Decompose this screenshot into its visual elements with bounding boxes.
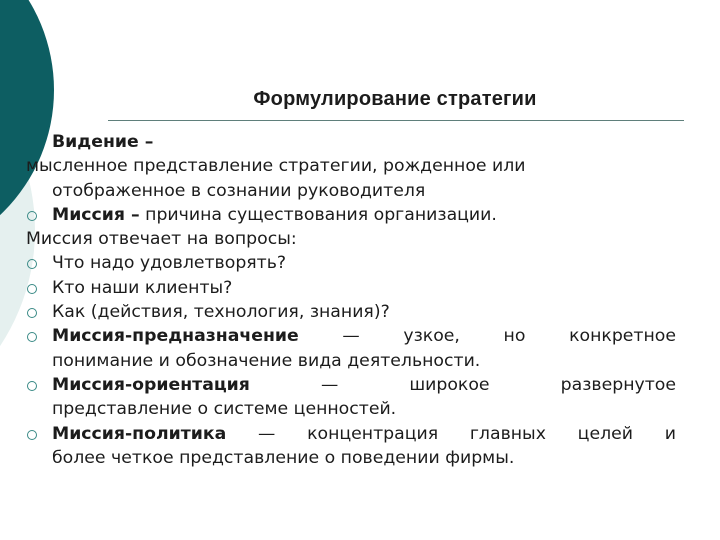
- list-item-mission: [26, 203, 676, 227]
- mission-label: Миссия –: [52, 204, 140, 225]
- vision-label: Видение –: [52, 132, 154, 152]
- vision-text-line2: отображенное в сознании руководителя: [52, 180, 426, 201]
- list-item-question: [26, 300, 676, 324]
- title-divider: [108, 120, 684, 121]
- bullet-icon: [27, 381, 37, 391]
- bullet-icon: [27, 430, 37, 440]
- vision-definition: [26, 154, 676, 203]
- list-item-mission-type: [26, 324, 676, 348]
- mission-type-desc-line2: представление о системе ценностей.: [52, 399, 397, 420]
- list-item-mission-type: [26, 422, 676, 446]
- vision-text-line1: мысленное представление стратегии, рожденное или: [26, 156, 526, 177]
- vision-heading: [26, 130, 676, 154]
- mission-type-desc-line2: более четкое представление о поведении фирмы.: [52, 447, 515, 468]
- bullet-icon: [27, 211, 37, 221]
- slide-body: [26, 130, 676, 470]
- list-item-mission-type: [26, 373, 676, 397]
- mission-type-label: Миссия-политика: [52, 423, 227, 444]
- mission-text: причина существования организации.: [145, 204, 497, 225]
- mission-type-desc-line1: — концентрация главных целей и: [258, 423, 676, 444]
- mission-type-desc-line2: понимание и обозначение вида деятельности.: [52, 350, 481, 371]
- bullet-icon: [27, 308, 37, 318]
- mission-answers-intro: Миссия отвечает на вопросы:: [26, 229, 297, 250]
- mission-type-desc-line1: — узкое, но конкретное: [342, 326, 676, 347]
- bullet-icon: [27, 259, 37, 269]
- mission-type-desc-line1: — широкое развернутое: [320, 374, 676, 395]
- bullet-icon: [27, 332, 37, 342]
- list-item-question: [26, 276, 676, 300]
- question-text: Как (действия, технология, знания)?: [52, 302, 390, 323]
- mission-type-label: Миссия-предназначение: [52, 326, 299, 347]
- question-text: Кто наши клиенты?: [52, 277, 233, 298]
- page-title: Формулирование стратегии: [253, 88, 537, 110]
- question-text: Что надо удовлетворять?: [52, 253, 287, 274]
- list-item-question: [26, 251, 676, 275]
- bullet-icon: [27, 284, 37, 294]
- mission-type-label: Миссия-ориентация: [52, 374, 250, 395]
